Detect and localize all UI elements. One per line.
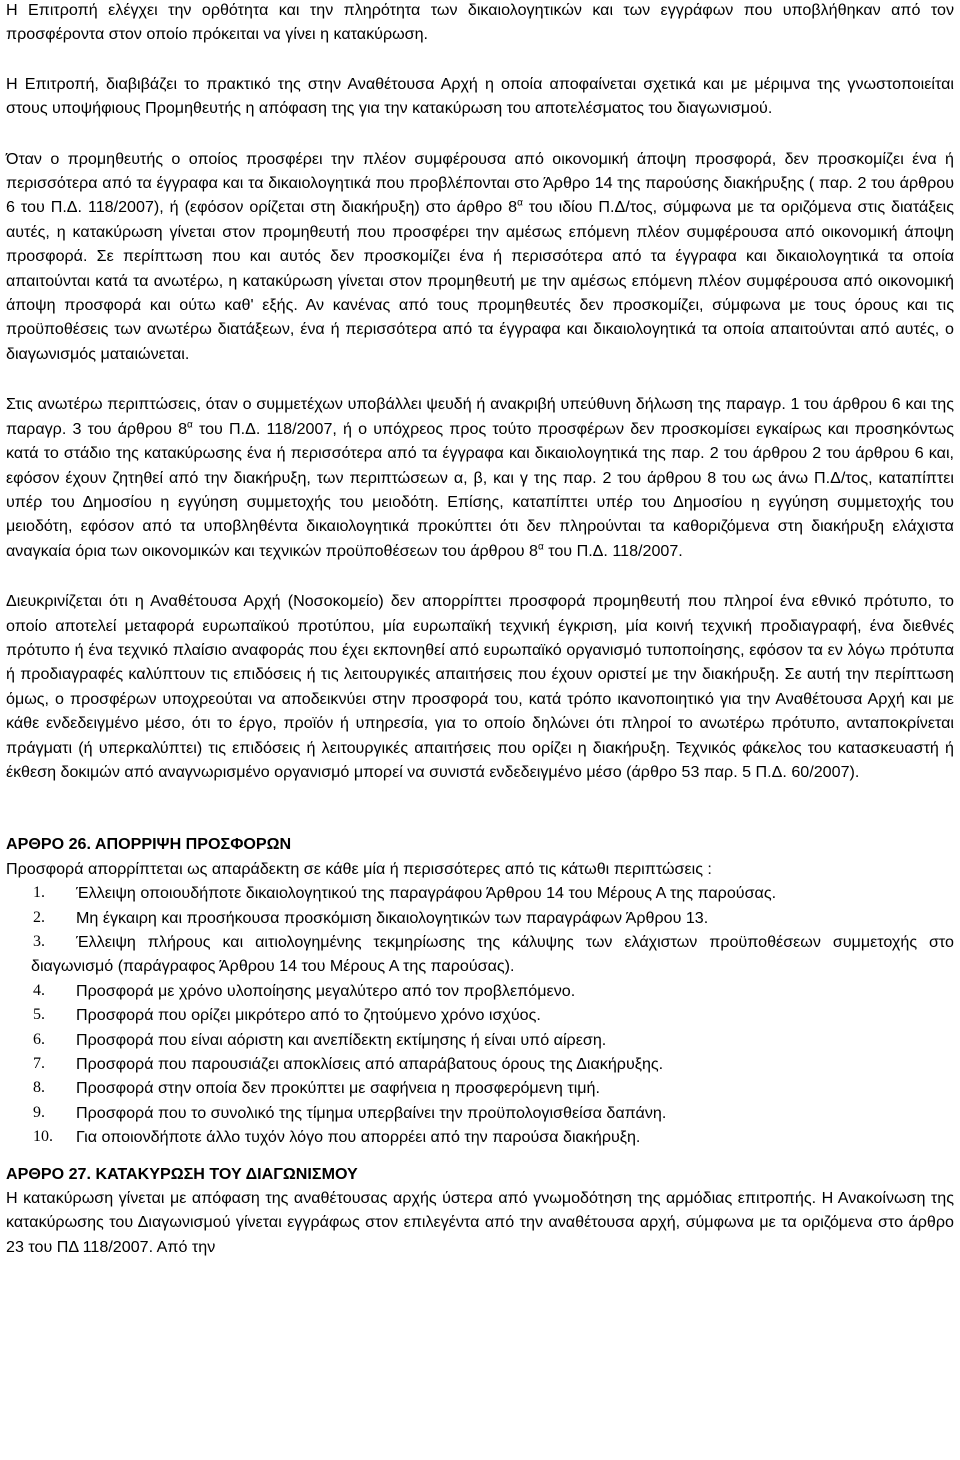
list-item <box>6 881 954 905</box>
list-item-text: Προσφορά που είναι αόριστη και ανεπίδεκτη εκτίμησης ή είναι υπό αίρεση. <box>76 1030 607 1049</box>
paragraph-standards-clarification: Διευκρινίζεται ότι η Αναθέτουσα Αρχή (Νοσοκομείο) δεν απορρίπτει προσφορά προμηθευτή που πληροί ένα εθνικό πρότυπο, το οποίο αποτελεί μεταφορά ευρωπαϊκού προτύπου, μία ευρωπαϊκή τεχνική έγκριση, μία κοινή τεχνική προδιαγραφή, ένα διεθνές πρότυπο ή ένα τεχνικό πλαίσιο αναφοράς που έχει εκπονηθεί από ευρωπαϊκό οργανισμό τυποποίησης, εφόσον τα εν λόγω πρότυπα ή προδιαγραφές καλύπτουν τις επιδόσεις ή τις λειτουργικές απαιτήσεις που έχουν οριστεί με την διακήρυξη. Σε αυτή την περίπτωση όμως, ο προσφέρων υποχρεούται να αποδεικνύει στην προσφορά του, κατά τρόπο ικανοποιητικό για την Αναθέτουσα Αρχή και με κάθε ενδεδειγμένο μέσο, ότι το έργο, προϊόν ή υπηρεσία, για το οποίο δηλώνει ότι πληροί το ανωτέρω πρότυπο, ανταποκρίνεται πράγματι (ή υπερκαλύπτει) τις επιδόσεις ή λειτουργικές απαιτήσεις που ορίζει η διακήρυξη. Τεχνικός φάκελος του κατασκευαστή ή έκθεση δοκιμών από αναγνωρισμένο οργανισμό μπορεί να συνιστά ενδεδειγμένο μέσο (άρθρο 53 παρ. 5 Π.Δ. 60/2007). <box>6 592 954 781</box>
list-item-text: Προσφορά που ορίζει μικρότερο από το ζητούμενο χρόνο ισχύος. <box>76 1006 541 1025</box>
list-item <box>6 1003 954 1027</box>
superscript-alpha: α <box>517 198 523 210</box>
superscript-alpha: α <box>187 419 193 431</box>
list-item-text: Προσφορά που το συνολικό της τίμημα υπερβαίνει την προϋπολογισθείσα δαπάνη. <box>76 1103 667 1122</box>
list-item-number: 2. <box>33 908 45 926</box>
list-item <box>6 1101 954 1125</box>
list-item <box>6 1125 954 1149</box>
list-item-number: 6. <box>33 1030 45 1048</box>
list-item <box>6 1028 954 1052</box>
article-26-intro: Προσφορά απορρίπτεται ως απαράδεκτη σε κάθε μία ή περισσότερες από τις κάτωθι περιπτώσεις : <box>6 859 712 878</box>
list-item-text: Προσφορά στην οποία δεν προκύπτει με σαφήνεια η προσφερόμενη τιμή. <box>76 1079 600 1098</box>
list-item-text: Προσφορά που παρουσιάζει αποκλίσεις από απαράβατους όρους της Διακήρυξης. <box>76 1055 664 1074</box>
article-27-heading: ΑΡΘΡΟ 27. ΚΑΤΑΚΥΡΩΣΗ ΤΟΥ ΔΙΑΓΩΝΙΣΜΟΥ <box>6 1164 358 1183</box>
list-item-text: Έλλειψη οποιουδήποτε δικαιολογητικού της παραγράφου Άρθρου 14 του Μέρους Α της παρούσας. <box>76 884 777 903</box>
list-item-text: Προσφορά με χρόνο υλοποίησης μεγαλύτερο από τον προβλεπόμενο. <box>76 981 576 1000</box>
superscript-alpha: α <box>537 541 544 553</box>
list-item-text: Έλλειψη πλήρους και αιτιολογημένης τεκμηρίωσης της κάλυψης των ελάχιστων προϋποθέσεων συμμετοχής στο διαγωνισμό (παράγραφος Άρθρου 14 του Μέρους Α της παρούσας). <box>31 933 954 976</box>
list-item-number: 5. <box>33 1006 45 1024</box>
rejection-reasons-list <box>6 881 954 1149</box>
article-26-heading: ΑΡΘΡΟ 26. ΑΠΟΡΡΙΨΗ ΠΡΟΣΦΟΡΩΝ <box>6 835 292 854</box>
list-item <box>6 1076 954 1100</box>
list-item-number: 9. <box>33 1103 45 1121</box>
text-run: του Π.Δ. 118/2007. <box>543 541 683 560</box>
list-item-number: 10. <box>33 1128 53 1146</box>
article-27-text: Η κατακύρωση γίνεται με απόφαση της αναθέτουσας αρχής ύστερα από γνωμοδότηση της αρμόδιας επιτροπής. Η Ανακοίνωση της κατακύρωσης του Διαγωνισμού γίνεται εγγράφως στον επιλεγέντα από την αναθέτουσα αρχή, σύμφωνα με τα οριζόμενα στο άρθρο 23 του ΠΔ 118/2007. Από την <box>6 1189 954 1256</box>
list-item-number: 4. <box>33 981 45 999</box>
paragraph-guarantee-forfeit <box>6 392 954 563</box>
document-page <box>6 0 954 1259</box>
list-item <box>6 906 954 930</box>
list-item-text: Για οποιονδήποτε άλλο τυχόν λόγο που απορρέει από την παρούσα διακήρυξη. <box>76 1128 641 1147</box>
list-item-text: Μη έγκαιρη και προσήκουσα προσκόμιση δικαιολογητικών των παραγράφων Άρθρου 13. <box>76 908 709 927</box>
paragraph-next-bidder <box>6 147 954 367</box>
paragraph-committee-minutes: Η Επιτροπή, διαβιβάζει το πρακτικό της στην Αναθέτουσα Αρχή η οποία αποφαίνεται σχετικά και με μέριμνα της γνωστοποιείται στους υποψήφιους Προμηθευτής η απόφαση της για την κατακύρωση του αποτελέσματος του διαγωνισμού. <box>6 74 954 118</box>
list-item <box>6 930 954 979</box>
paragraph-committee-check: Η Επιτροπή ελέγχει την ορθότητα και την πληρότητα των δικαιολογητικών και των εγγράφων που υποβλήθηκαν από τον προσφέροντα στον οποίο πρόκειται να γίνει η κατακύρωση. <box>6 1 954 44</box>
text-run: του Π.Δ. 118/2007, ή ο υπόχρεος προς τούτο προσφέρων δεν προσκομίσει εγκαίρως και προσηκόντως κατά το στάδιο της κατακύρωσης ένα ή περισσότερα από τα έγγραφα και δικαιολογητικά της παρ. 2 του άρθρου 2 του άρθρου 6 και, εφόσον έχουν ζητηθεί από την διακήρυξη, των περιπτώσεων α, β, και γ της παρ. 2 του άρθρου 8 του ως άνω Π.Δ/τος, καταπίπτει υπέρ του Δημοσίου η εγγύηση συμμετοχής του μειοδότη. Επίσης, καταπίπτει υπέρ του Δημοσίου η εγγύηση συμμετοχής του μειοδότη, εφόσον από τα υποβληθέντα δικαιολογητικά προκύπτει ότι δεν πληρούνται τα καθοριζόμενα στη διακήρυξη ελάχιστα αναγκαία όρια των οικονομικών και τεχνικών προϋποθέσεων του άρθρου 8 <box>6 419 955 560</box>
list-item-number: 3. <box>33 933 45 950</box>
list-item <box>6 1052 954 1076</box>
list-item-number: 8. <box>33 1079 45 1097</box>
text-run: Στις ανωτέρω περιπτώσεις, όταν ο συμμετέχων υποβάλλει ψευδή ή ανακριβή υπεύθυνη δήλωση της παραγρ. 1 του άρθρου 6 και της παραγρ. 3 του άρθρου 8 <box>6 395 954 438</box>
list-item-number: 1. <box>33 884 45 902</box>
text-run: Όταν ο προμηθευτής ο οποίος προσφέρει την πλέον συμφέρουσα από οικονομική άποψη προσφορά, δεν προσκομίζει ένα ή περισσότερα από τα έγγραφα και τα δικαιολογητικά που προβλέπονται στο Άρθρο 14 της παρούσης διακήρυξης ( παρ. 2 του άρθρου 6 του Π.Δ. 118/2007), ή (εφόσον ορίζεται στη διακήρυξη) στο άρθρο 8 <box>6 149 954 217</box>
text-run: του ιδίου Π.Δ/τος, σύμφωνα με τα οριζόμενα στις διατάξεις αυτές, η κατακύρωση γίνεται στον προμηθευτή που προσφέρει την αμέσως επόμενη πλέον συμφέρουσα από οικονομική άποψη προσφορά. Σε περίπτωση που και αυτός δεν προσκομίζει ένα ή περισσότερα από τα έγγραφα και δικαιολογητικά τα οποία απαιτούνται κατά τα ανωτέρω, η κατακύρωση γίνεται στον προμηθευτή με την αμέσως επόμενη πλέον συμφέρουσα από οικονομική άποψη προσφορά και ούτω καθ' εξής. Αν κανένας από τους προμηθευτές δεν προσκομίζει, σύμφωνα με τους όρους και τις προϋποθέσεις των ανωτέρω διατάξεων, ένα ή περισσότερα από τα έγγραφα και δικαιολογητικά τα οποία απαιτούνται από αυτές, ο διαγωνισμός ματαιώνεται. <box>6 198 955 363</box>
list-item-number: 7. <box>33 1055 45 1073</box>
list-item <box>6 979 954 1003</box>
